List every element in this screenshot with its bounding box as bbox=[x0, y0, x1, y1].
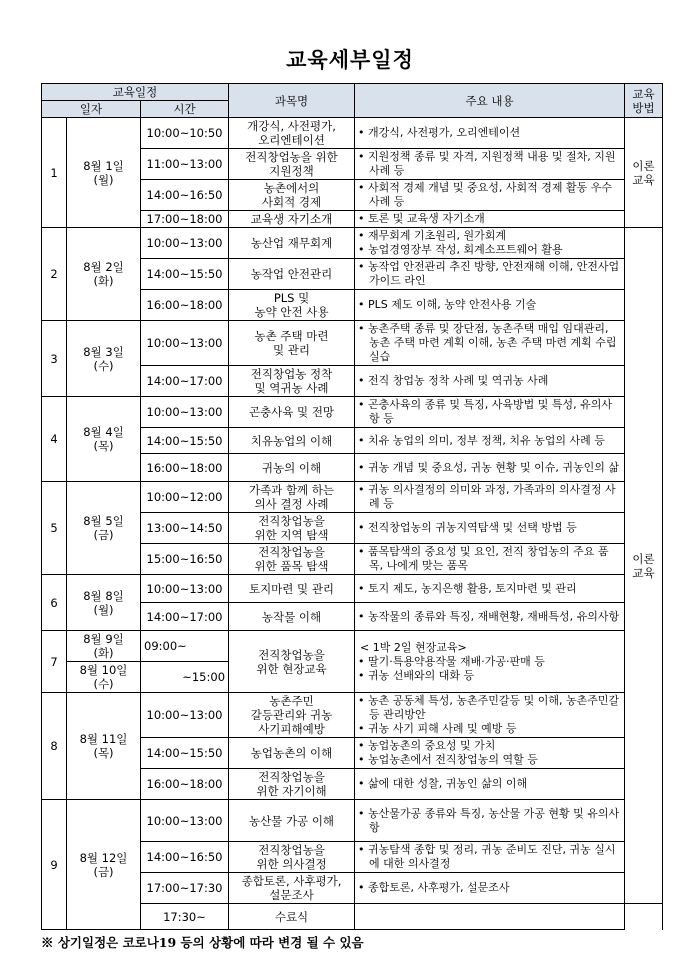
session-time-start: 09:00~ bbox=[141, 631, 229, 662]
day-number: 9 bbox=[42, 800, 67, 930]
header-content: 주요 내용 bbox=[355, 84, 625, 118]
session-time: 14:00~16:50 bbox=[141, 180, 229, 211]
bullet-icon: • bbox=[358, 806, 369, 820]
session-time: 14:00~17:00 bbox=[141, 603, 229, 631]
bullet-icon: • bbox=[358, 843, 369, 856]
content-line: • 치유 농업의 의미, 정부 정책, 치유 농업의 사례 등 bbox=[358, 433, 605, 447]
content-line: • 농촌주택 종류 및 장단점, 농촌주택 매입 임대관리, 농촌 주택 마련 계획 이해, 농촌 주택 마련 계획 수립 실습 bbox=[358, 322, 617, 363]
session-content bbox=[355, 366, 625, 397]
session-subject: 종합토론, 사후평가, 설문조사 bbox=[229, 873, 355, 904]
table-row bbox=[42, 118, 663, 149]
header-row-top bbox=[42, 84, 663, 101]
day-date: 8월 12일 (금) bbox=[67, 800, 141, 930]
session-subject: 전직창업농 정착 및 역귀농 사례 bbox=[229, 366, 355, 397]
content-line: • 품목탐색의 중요성 및 요인, 전직 창업농의 주요 품목, 나에게 맞는 품목 bbox=[358, 545, 609, 572]
session-subject: 개강식, 사전평가, 오리엔테이션 bbox=[229, 118, 355, 149]
table-row bbox=[42, 575, 663, 603]
table-row bbox=[42, 228, 663, 259]
session-content bbox=[355, 513, 625, 544]
content-line: • 농작물의 종류와 특징, 재배현황, 재배특성, 유의사항 bbox=[358, 609, 620, 623]
bullet-icon: • bbox=[358, 229, 369, 242]
bullet-icon: • bbox=[358, 433, 369, 447]
header-schedule: 교육일정 bbox=[42, 84, 229, 101]
session-subject: 귀농의 이해 bbox=[229, 454, 355, 482]
content-line: • 귀농 개념 및 중요성, 귀농 현황 및 이슈, 귀농인의 삶 bbox=[358, 460, 619, 474]
day-number: 5 bbox=[42, 482, 67, 575]
session-time: 14:00~17:00 bbox=[141, 366, 229, 397]
session-content bbox=[355, 800, 625, 842]
content-line: • 전직 창업농 정착 사례 및 역귀농 사례 bbox=[358, 374, 549, 387]
bullet-icon: • bbox=[358, 322, 369, 335]
content-line: • 삶에 대한 성찰, 귀농인 삶의 이해 bbox=[358, 777, 528, 790]
bullet-icon: • bbox=[358, 609, 369, 623]
content-line: • 귀농 의사결정의 의미와 과정, 가족과의 의사결정 사례 등 bbox=[358, 483, 616, 510]
session-content bbox=[355, 259, 625, 290]
day-number: 8 bbox=[42, 693, 67, 800]
day-date: 8월 3일 (수) bbox=[67, 321, 141, 397]
bullet-icon: • bbox=[358, 694, 369, 707]
method-cell: 이론 교육 bbox=[625, 118, 663, 228]
day-date: 8월 8일 (월) bbox=[67, 575, 141, 631]
day-number: 6 bbox=[42, 575, 67, 631]
session-time-end: ~15:00 bbox=[141, 662, 229, 693]
content-line: • 농업농촌에서 전직창업농의 역할 등 bbox=[358, 753, 538, 766]
bullet-icon: • bbox=[358, 722, 369, 735]
content-line: • 귀농 사기 피해 사례 및 예방 등 bbox=[358, 722, 517, 735]
session-subject: 토지마련 및 관리 bbox=[229, 575, 355, 603]
content-line: • 농촌 공동체 특성, 농촌주민갈등 및 이해, 농촌주민갈등 관리방안 bbox=[358, 694, 620, 721]
session-time: 10:00~13:00 bbox=[141, 800, 229, 842]
content-line: • 농업경영장부 작성, 회계소프트웨어 활용 bbox=[358, 243, 563, 256]
session-subject: 가족과 함께 하는 의사 결정 사례 bbox=[229, 482, 355, 513]
session-content bbox=[355, 603, 625, 631]
header-subject: 과목명 bbox=[229, 84, 355, 118]
content-line: • 귀농탐색 종합 및 정리, 귀농 준비도 진단, 귀농 실시에 대한 의사결정 bbox=[358, 843, 616, 870]
session-time: 13:00~14:50 bbox=[141, 513, 229, 544]
table-row bbox=[42, 321, 663, 366]
content-line: • 농산물가공 종류와 특징, 농산물 가공 현황 및 유의사항 bbox=[358, 806, 620, 834]
session-time: 17:30~ bbox=[141, 904, 229, 930]
session-time: 10:00~13:00 bbox=[141, 575, 229, 603]
table-row bbox=[42, 631, 663, 662]
session-content bbox=[355, 290, 625, 321]
session-subject: 전직창업농을 위한 품목 탐색 bbox=[229, 544, 355, 575]
session-content bbox=[355, 482, 625, 513]
content-line: • 사회적 경제 개념 및 중요성, 사회적 경제 활동 우수사례 등 bbox=[358, 181, 613, 208]
table-row bbox=[42, 482, 663, 513]
schedule-body bbox=[42, 118, 663, 930]
session-content bbox=[355, 149, 625, 180]
content-line: • 지원정책 종류 및 자격, 지원정책 내용 및 절차, 지원사례 등 bbox=[358, 150, 616, 177]
session-content bbox=[355, 575, 625, 603]
session-time: 15:00~16:50 bbox=[141, 544, 229, 575]
session-subject: 전직창업농을 위한 지원정책 bbox=[229, 149, 355, 180]
session-time: 16:00~18:00 bbox=[141, 454, 229, 482]
session-subject: 농작업 안전관리 bbox=[229, 259, 355, 290]
session-subject: 농산업 재무회계 bbox=[229, 228, 355, 259]
header-method: 교육 방법 bbox=[625, 84, 663, 118]
session-time: 16:00~18:00 bbox=[141, 290, 229, 321]
session-content bbox=[355, 738, 625, 769]
session-content bbox=[355, 118, 625, 149]
session-content bbox=[355, 769, 625, 800]
bullet-icon: • bbox=[358, 212, 369, 225]
session-time: 17:00~17:30 bbox=[141, 873, 229, 904]
bullet-icon: • bbox=[358, 374, 369, 387]
content-line: • 전직창업농의 귀농지역탐색 및 선택 방법 등 bbox=[358, 521, 577, 534]
day-date: 8월 4일 (목) bbox=[67, 397, 141, 482]
session-time: 14:00~16:50 bbox=[141, 842, 229, 873]
content-line: • 곤충사육의 종류 및 특징, 사육방법 및 특성, 유의사항 등 bbox=[358, 398, 613, 425]
session-time: 10:00~13:00 bbox=[141, 321, 229, 366]
day-date: 8월 11일 (목) bbox=[67, 693, 141, 800]
session-content bbox=[355, 428, 625, 454]
session-subject: 전직창업농을 위한 의사결정 bbox=[229, 842, 355, 873]
bullet-icon: • bbox=[358, 881, 369, 894]
session-time: 16:00~18:00 bbox=[141, 769, 229, 800]
session-subject: 치유농업의 이해 bbox=[229, 428, 355, 454]
session-subject: 전직창업농을 위한 지역 탐색 bbox=[229, 513, 355, 544]
bullet-icon: • bbox=[358, 460, 369, 474]
session-time: 10:00~13:00 bbox=[141, 693, 229, 738]
session-time: 17:00~18:00 bbox=[141, 211, 229, 228]
header-date: 일자 bbox=[42, 101, 141, 118]
session-subject: 농촌주민 갈등관리와 귀농 사기피해예방 bbox=[229, 693, 355, 738]
bullet-icon: • bbox=[358, 581, 369, 595]
session-time: 10:00~13:00 bbox=[141, 397, 229, 428]
day-date: 8월 2일 (화) bbox=[67, 228, 141, 321]
session-subject: 농촌 주택 마련 및 관리 bbox=[229, 321, 355, 366]
content-line: • 딸기·특용약용작물 재배·가공·판매 등 bbox=[358, 654, 545, 668]
content-line: • 귀농 선배와의 대화 등 bbox=[358, 668, 475, 682]
bullet-icon: • bbox=[358, 753, 369, 766]
content-line: • PLS 제도 이해, 농약 안전사용 기술 bbox=[358, 298, 537, 311]
session-time: 10:00~13:00 bbox=[141, 228, 229, 259]
day-date: 8월 1일 (월) bbox=[67, 118, 141, 228]
content-line: • 농업농촌의 중요성 및 가치 bbox=[358, 739, 496, 752]
content-line: • 농작업 안전관리 추진 방향, 안전재해 이해, 안전사업 가이드 라인 bbox=[358, 260, 620, 287]
day-number: 1 bbox=[42, 118, 67, 228]
session-content bbox=[355, 842, 625, 873]
session-subject: 농작물 이해 bbox=[229, 603, 355, 631]
session-subject: 수료식 bbox=[229, 904, 355, 930]
page-title: 교육세부일정 bbox=[286, 48, 414, 72]
bullet-icon: • bbox=[358, 521, 369, 534]
session-content bbox=[355, 397, 625, 428]
session-subject: 전직창업농을 위한 자기이해 bbox=[229, 769, 355, 800]
session-content bbox=[355, 211, 625, 228]
bullet-icon: • bbox=[358, 654, 369, 668]
schedule-table bbox=[41, 83, 663, 930]
session-time: 11:00~13:00 bbox=[141, 149, 229, 180]
bullet-icon: • bbox=[358, 545, 369, 558]
header-time: 시간 bbox=[141, 101, 229, 118]
session-subject: 교육생 자기소개 bbox=[229, 211, 355, 228]
bullet-icon: • bbox=[358, 668, 369, 682]
session-content bbox=[355, 228, 625, 259]
session-time: 10:00~10:50 bbox=[141, 118, 229, 149]
bullet-icon: • bbox=[358, 298, 369, 311]
bullet-icon: • bbox=[358, 739, 369, 752]
session-time: 14:00~15:50 bbox=[141, 259, 229, 290]
session-content bbox=[355, 544, 625, 575]
session-subject: 농산물 가공 이해 bbox=[229, 800, 355, 842]
method-cell: 이론 교육 bbox=[625, 228, 663, 904]
bullet-icon: • bbox=[358, 483, 369, 496]
session-time: 14:00~15:50 bbox=[141, 738, 229, 769]
bullet-icon: • bbox=[358, 260, 369, 273]
session-subject: 전직창업농을 위한 현장교육 bbox=[229, 631, 355, 693]
table-row bbox=[42, 800, 663, 842]
content-line: • 개강식, 사전평가, 오리엔테이션 bbox=[358, 126, 521, 139]
day-number: 3 bbox=[42, 321, 67, 397]
session-subject: 농업농촌의 이해 bbox=[229, 738, 355, 769]
session-content bbox=[355, 693, 625, 738]
session-content bbox=[355, 631, 625, 693]
bullet-icon: • bbox=[358, 181, 369, 194]
table-row bbox=[42, 397, 663, 428]
day-number: 2 bbox=[42, 228, 67, 321]
session-content bbox=[355, 180, 625, 211]
day-date: 8월 9일 (화) bbox=[67, 631, 141, 662]
content-line: • 토지 제도, 농지은행 활용, 토지마련 및 관리 bbox=[358, 581, 577, 595]
bullet-icon: • bbox=[358, 150, 369, 163]
session-content bbox=[355, 873, 625, 904]
session-subject: 곤충사육 및 전망 bbox=[229, 397, 355, 428]
session-content bbox=[355, 904, 625, 930]
content-line: • 재무회계 기초원리, 원가회계 bbox=[358, 229, 507, 242]
footer-note: ※ 상기일정은 코로나19 등의 상황에 따라 변경 될 수 있음 bbox=[41, 935, 364, 950]
session-subject: PLS 및 농약 안전 사용 bbox=[229, 290, 355, 321]
content-heading: < 1박 2일 현장교육> bbox=[360, 640, 467, 654]
session-content bbox=[355, 321, 625, 366]
day-date: 8월 5일 (금) bbox=[67, 482, 141, 575]
session-time: 10:00~12:00 bbox=[141, 482, 229, 513]
day-date: 8월 10일 (수) bbox=[67, 662, 141, 693]
day-number: 4 bbox=[42, 397, 67, 482]
content-line: • 토론 및 교육생 자기소개 bbox=[358, 212, 485, 225]
bullet-icon: • bbox=[358, 398, 369, 411]
content-line: • 종합토론, 사후평가, 설문조사 bbox=[358, 881, 510, 894]
bullet-icon: • bbox=[358, 243, 369, 256]
bullet-icon: • bbox=[358, 777, 369, 790]
session-content bbox=[355, 454, 625, 482]
session-subject: 농촌에서의 사회적 경제 bbox=[229, 180, 355, 211]
day-number: 7 bbox=[42, 631, 67, 693]
table-row bbox=[42, 693, 663, 738]
session-time: 14:00~15:50 bbox=[141, 428, 229, 454]
bullet-icon: • bbox=[358, 126, 369, 139]
